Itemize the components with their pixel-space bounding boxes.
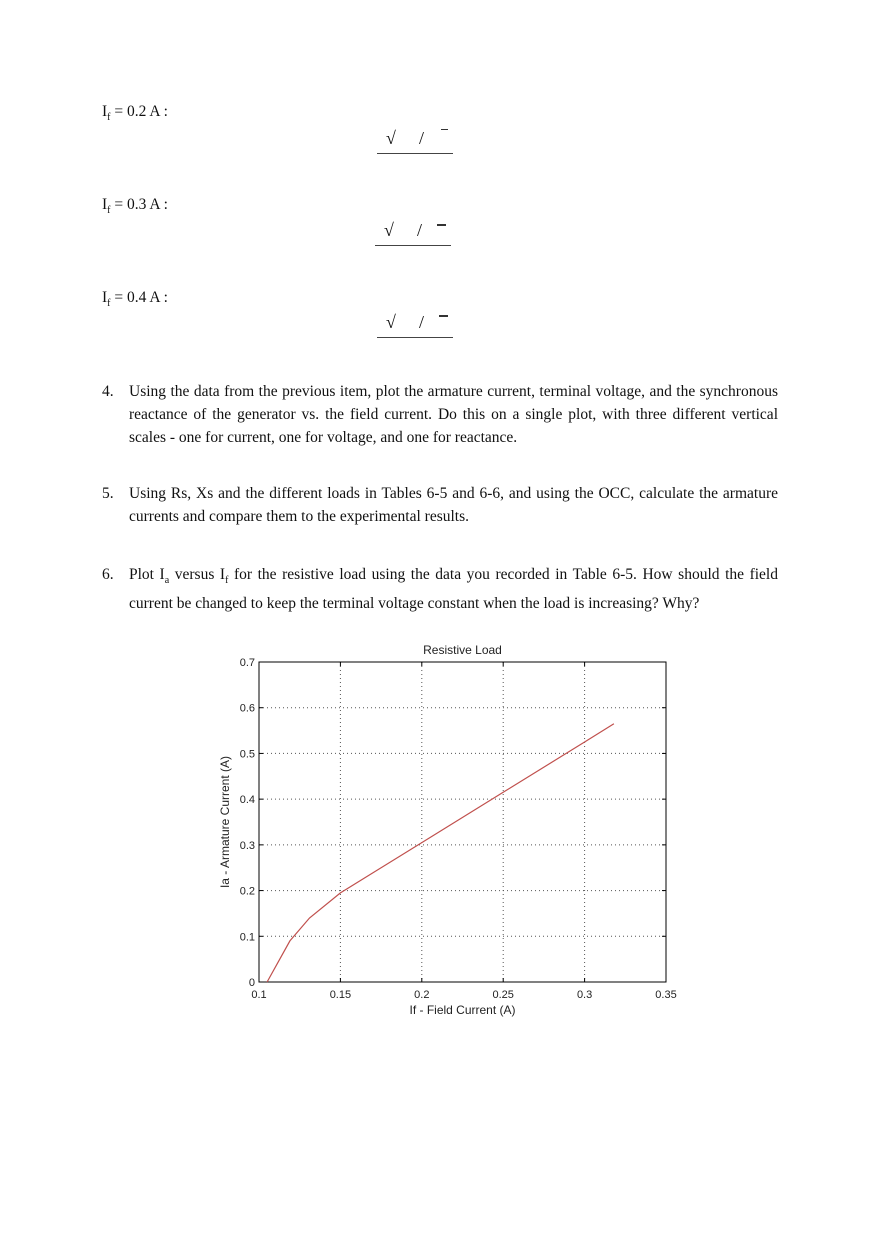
field-current-label-2: $I_f = 0.3$ A :	[102, 196, 168, 217]
answer-line	[377, 337, 453, 338]
y-tick-label: 0.3	[239, 839, 255, 852]
formula-blank-1	[377, 128, 453, 154]
y-tick-label: 0.7	[239, 657, 255, 669]
sqrt-symbol: √	[384, 220, 394, 240]
series-line-ia	[267, 724, 614, 982]
question-number: 5.	[102, 485, 114, 502]
overbar	[441, 129, 448, 130]
question-text: Using the data from the previous item, plot the armature current, terminal voltage, and the synchronous reactance of the generator vs. the field current. Do this on a single plot, with three different vertical scales - one for current, one for voltage, and one for reactance.	[129, 383, 778, 446]
question-6	[102, 563, 778, 615]
slash-symbol: /	[419, 312, 425, 332]
question-text: Using Rs, Xs and the different loads in Tables 6-5 and 6-6, and using the OCC, calculate the armature currents and compare them to the experimental results.	[129, 485, 778, 525]
x-tick-label: 0.1	[251, 989, 267, 1001]
sqrt-symbol: √	[386, 312, 396, 332]
resistive-load-chart	[0, 630, 880, 1030]
y-tick-label: 0.2	[239, 885, 255, 898]
y-tick-label: 0.5	[239, 748, 255, 761]
question-number: 4.	[102, 383, 114, 400]
y-tick-label: 0	[248, 977, 255, 989]
y-tick-label: 0.1	[239, 931, 255, 944]
question-number: 6.	[102, 566, 114, 583]
formula-blank-2	[375, 220, 451, 246]
question-5	[102, 482, 778, 528]
x-tick-label: 0.2	[414, 989, 430, 1001]
slash-symbol: /	[419, 128, 425, 148]
field-current-label-1: $I_f = 0.2$ A :	[102, 103, 168, 124]
y-axis-label: Ia - Armature Current (A)	[218, 755, 232, 889]
sqrt-symbol: √	[386, 128, 396, 148]
slash-symbol: /	[417, 220, 423, 240]
question-text: Plot $I_a$ versus $I_f$ for the resistive load using the data you recorded in Table 6-5. How should the field current be changed to keep the terminal voltage constant when the load is increasing? Why?	[129, 566, 778, 613]
overbar	[437, 224, 446, 226]
y-tick-label: 0.6	[239, 702, 255, 715]
y-tick-label: 0.4	[239, 794, 255, 807]
plot-frame	[259, 662, 666, 982]
x-tick-label: 0.3	[576, 989, 593, 1001]
x-axis-label: If - Field Current (A)	[409, 1003, 516, 1017]
answer-line	[375, 245, 451, 246]
answer-line	[377, 153, 453, 154]
overbar	[439, 315, 448, 317]
x-tick-label: 0.15	[329, 989, 352, 1001]
x-tick-label: 0.25	[492, 989, 514, 1001]
formula-blank-3	[377, 312, 453, 338]
chart-title: Resistive Load	[423, 643, 502, 657]
field-current-label-3: $I_f = 0.4$ A :	[102, 289, 168, 310]
question-4	[102, 380, 778, 449]
x-tick-label: 0.35	[655, 989, 677, 1001]
